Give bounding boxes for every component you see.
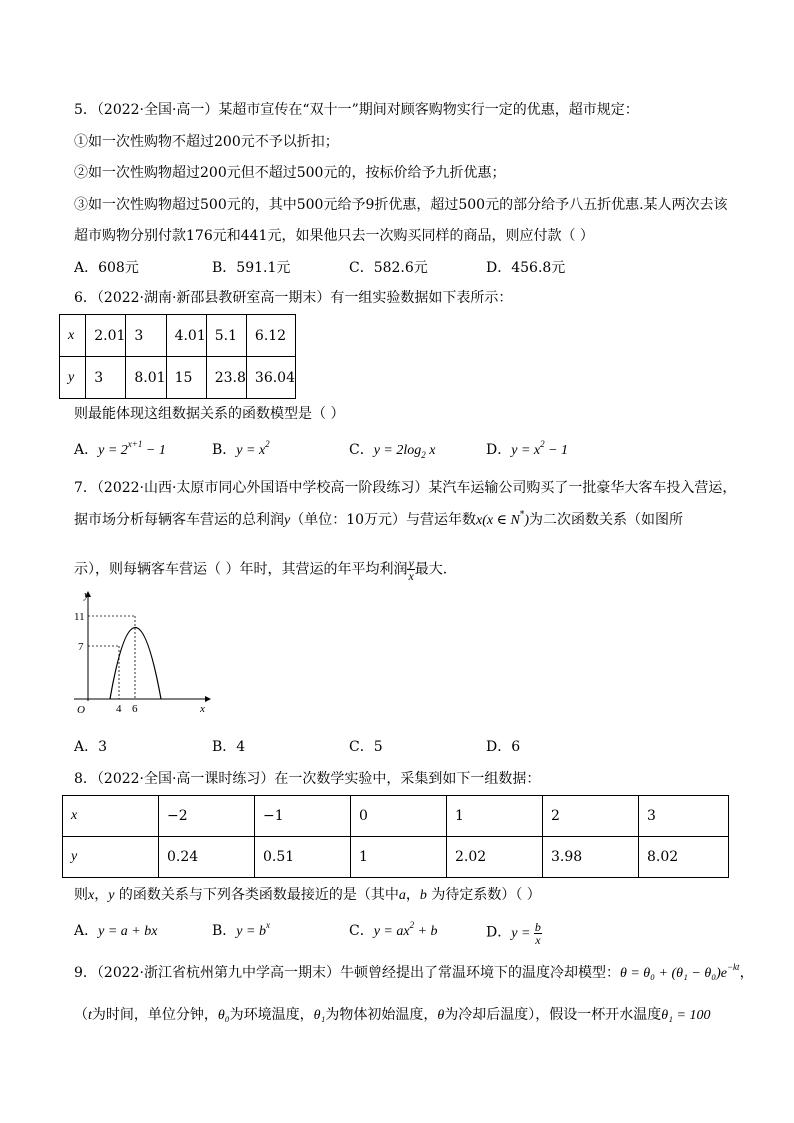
q7-option-d: D．6 [486,739,521,755]
table-cell: x [60,315,86,357]
option-formula: $y = x^2 - 1$ [511,439,569,458]
table-cell: 2.02 [447,837,543,878]
table-cell: 3 [639,796,729,837]
option-formula: $y = 2\log_2$ x [373,443,436,460]
table-cell: −2 [159,796,255,837]
q6-question: 则最能体现这组数据关系的函数模型是（ ） [74,406,345,422]
table-cell: 4.01 [166,315,206,357]
q5-rule-2: ②如一次性购物超过200元但不超过500元的，按标价给予九折优惠； [74,165,506,181]
x-tick-label: 4 [116,703,122,715]
table-cell: 2 [543,796,639,837]
option-label: C． [349,442,374,458]
y-tick-label: 7 [78,641,84,653]
table-cell: −1 [255,796,351,837]
q7-profit-graph [60,586,220,716]
table-cell: 23.8 [206,357,246,399]
option-label: D． [486,924,512,941]
table-row [63,796,729,837]
q5-rule-3-cont: 超市购物分别付款176元和441元，如果他只去一次购买同样的商品，则应付款（ ） [74,228,594,244]
option-label: A． [74,923,99,939]
origin-label: O [77,704,85,716]
q6-option-a [74,440,166,461]
table-cell: 5.1 [206,315,246,357]
table-cell: 1 [447,796,543,837]
option-label: D． [486,442,512,458]
q5-option-d: D．456.8元 [486,260,566,276]
q9-stem-1: 9．（2022·浙江省杭州第九中学高一期末）牛顿曾经提出了常温环境下的温度冷却模型：$\theta = \theta_0 + (\theta_1 - \theta_0)e^{-kt}$， [74,962,754,981]
q8-data-table [62,795,729,878]
table-cell: 0.24 [159,837,255,878]
table-cell: 0.51 [255,837,351,878]
parabola-curve [110,628,161,700]
table-row [60,315,296,357]
q6-option-d [486,440,568,461]
table-cell: 15 [166,357,206,399]
q7-option-a: A．3 [74,739,108,755]
cooling-formula: $\theta = \theta_0 + (\theta_1 - \theta_0)e^{-kt}$ [619,962,740,981]
q6-data-table [59,314,296,399]
x-axis-label: x [200,703,205,715]
q8-option-c [349,921,438,942]
q7-option-c: C．5 [349,739,383,755]
option-formula: $y = b^x$ [236,920,270,939]
q8-option-d [486,921,542,946]
fraction-y-over-x: $\frac{y}{x}$ [408,556,414,583]
option-formula: y = $\frac{b}{x}$ [511,920,541,947]
option-formula: $y = 2^{x+1} - 1$ [98,439,166,458]
table-cell: x [63,796,159,837]
table-cell: 36.04 [246,357,295,399]
option-formula: y = a + bx [98,924,158,939]
table-cell: 3 [126,315,166,357]
table-cell: 6.12 [246,315,295,357]
q5-option-c: C．582.6元 [349,260,428,276]
q7-stem-1: 7．（2022·山西·太原市同心外国语中学校高一阶段练习）某汽车运输公司购买了一批豪华大客车投入营运， [74,480,737,496]
q6-option-b [212,440,270,461]
q6-option-c [349,440,436,461]
q5-option-b: B．591.1元 [212,260,291,276]
q5-rule-1: ①如一次性购物不超过200元不予以折扣； [74,134,339,150]
table-cell: 8.02 [639,837,729,878]
option-formula: $y = ax^2 + b$ [373,920,438,939]
table-cell: 2.01 [86,315,126,357]
q7-stem-2: 据市场分析每辆客车营运的总利润y（单位：10万元）与营运年数x(x ∈ N*)为二次函数关系（如图所 [74,510,684,528]
option-formula: $y = x^2$ [236,439,270,458]
q5-stem: 5．（2022·全国·高一）某超市宣传在“双十一”期间对顾客购物实行一定的优惠，超市规定： [74,102,639,118]
q5-option-a: A．608元 [74,260,139,276]
table-cell: 1 [351,837,447,878]
y-tick-label: 11 [74,611,85,623]
table-cell: 8.01 [126,357,166,399]
y-axis-label: y [84,589,89,601]
q7-option-b: B．4 [212,739,246,755]
q5-rule-3: ③如一次性购物超过500元的，其中500元给予9折优惠，超过500元的部分给予八五折优惠.某人两次去该 [74,197,728,213]
table-cell: y [63,837,159,878]
option-label: B． [212,442,237,458]
table-cell: 3 [86,357,126,399]
option-label: C． [349,923,374,939]
table-cell: y [60,357,86,399]
q8-option-b [212,921,270,942]
q7-stem-3: 示），则每辆客车营运（ ）年时，其营运的年平均利润 $\frac{y}{x}$ 最大. [74,556,448,583]
table-cell: 3.98 [543,837,639,878]
x-tick-label: 6 [132,703,138,715]
q9-stem-2: （t为时间，单位分钟，θ₀为环境温度，θ₁为物体初始温度，θ为冷却后温度），假设一杯开水温度θ₁ = 100 [74,1007,711,1023]
table-row [63,837,729,878]
option-label: A． [74,442,99,458]
q8-option-a [74,921,157,942]
table-row [60,357,296,399]
option-label: B． [212,923,237,939]
fraction-b-over-x: $\frac{b}{x}$ [534,920,541,947]
q8-stem: 8．（2022·全国·高一课时练习）在一次数学实验中，采集到如下一组数据： [74,771,541,787]
q6-stem: 6．（2022·湖南·新邵县教研室高一期末）有一组实验数据如下表所示： [74,290,513,306]
table-cell: 0 [351,796,447,837]
q8-question: 则x，y 的函数关系与下列各类函数最接近的是（其中a，b 为待定系数）（ ） [74,887,541,903]
